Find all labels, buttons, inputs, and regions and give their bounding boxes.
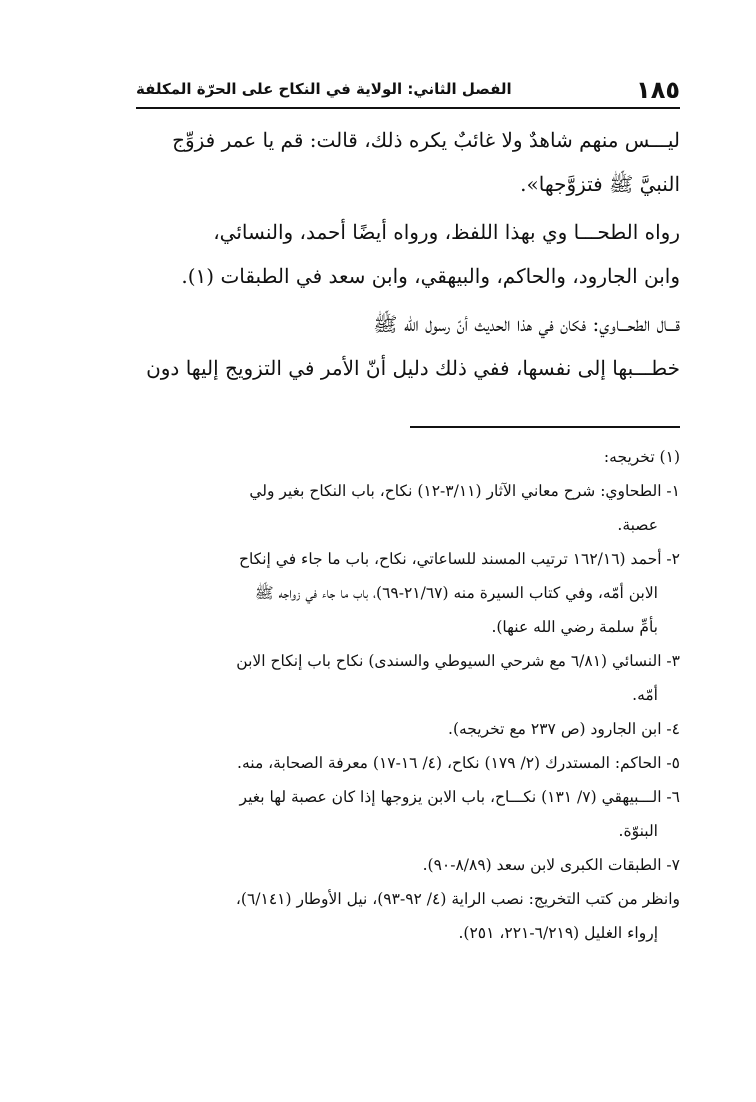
page-number: ١٨٥ (636, 76, 680, 104)
chapter-title: الفصل الثاني: الولاية في النكاح على الحرّة المكلفة (136, 80, 512, 98)
footnote-line: البنوّة. (618, 822, 658, 840)
body-line: وابن الجارود، والحاكم، والبيهقي، وابن سعد في الطبقات (١). (181, 264, 680, 288)
body-line: خطـــبها إلى نفسها، ففي ذلك دليل أنّ الأمر في التزويج إليها دون (146, 356, 680, 380)
body-line: النبيَّ ﷺ فتزوَّجها». (520, 172, 680, 196)
footnote-line: الابن أمّه، وفي كتاب السيرة منه (٢١/٦٧-٦٩)، باب ما جاء في زواجه ﷺ (254, 584, 658, 602)
footnotes (118, 440, 680, 950)
footnote-line: ٣- النسائي (٦/٨١ مع شرحي السيوطي والسندى) نكاح باب إنكاح الابن (236, 652, 680, 670)
page-header (136, 70, 680, 110)
footnote-line: ٤- ابن الجارود (ص ٢٣٧ مع تخريجه). (448, 720, 680, 738)
body-line: ليـــس منهم شاهدٌ ولا غائبٌ يكره ذلك، قالت: قم يا عمر فزوِّج (172, 128, 680, 152)
footnote-line: ٧- الطبقات الكبرى لابن سعد (٨/٨٩-٩٠). (422, 856, 680, 874)
footnote-line: أمّه. (632, 686, 658, 704)
footnote-line: وانظر من كتب التخريج: نصب الراية (٤/ ٩٢-٩٣)، نيل الأوطار (٦/١٤١)، (235, 890, 680, 908)
footnote-line: ٥- الحاكم: المستدرك (٢/ ١٧٩) نكاح، (٤/ ١٦-١٧) معرفة الصحابة، منه. (237, 754, 680, 772)
footnote-line: ٦- الـــبيهقي (٧/ ١٣١) نكـــاح، باب الابن يزوجها إذا كان عصبة لها بغير (239, 788, 680, 806)
footnote-heading: (١) تخريجه: (603, 448, 680, 466)
footnote-line: ١- الطحاوي: شرح معاني الآثار (٣/١١-١٢) نكاح، باب النكاح بغير ولي (249, 482, 680, 500)
footnote-separator (410, 426, 680, 428)
footnote-line: بأمِّ سلمة رضي الله عنها). (491, 618, 658, 636)
footnote-line: ٢- أحمد (١٦٢/١٦ ترتيب المسند للساعاتي، نكاح، باب ما جاء في إنكاح (238, 550, 680, 568)
footnote-line: إرواء الغليل (٦/٢١٩-٢٢١، ٢٥١). (458, 924, 658, 942)
footnote-line: عصبة. (617, 516, 658, 534)
header-divider (136, 107, 680, 109)
body-line: قـــال الطحـــاوي: فكان في هذا الحديث أنّ رسول الله ﷺ (373, 312, 680, 336)
body-line: رواه الطحـــا وي بهذا اللفظ، ورواه أيضًا أحمد، والنسائي، (213, 220, 680, 244)
main-text (118, 118, 680, 390)
